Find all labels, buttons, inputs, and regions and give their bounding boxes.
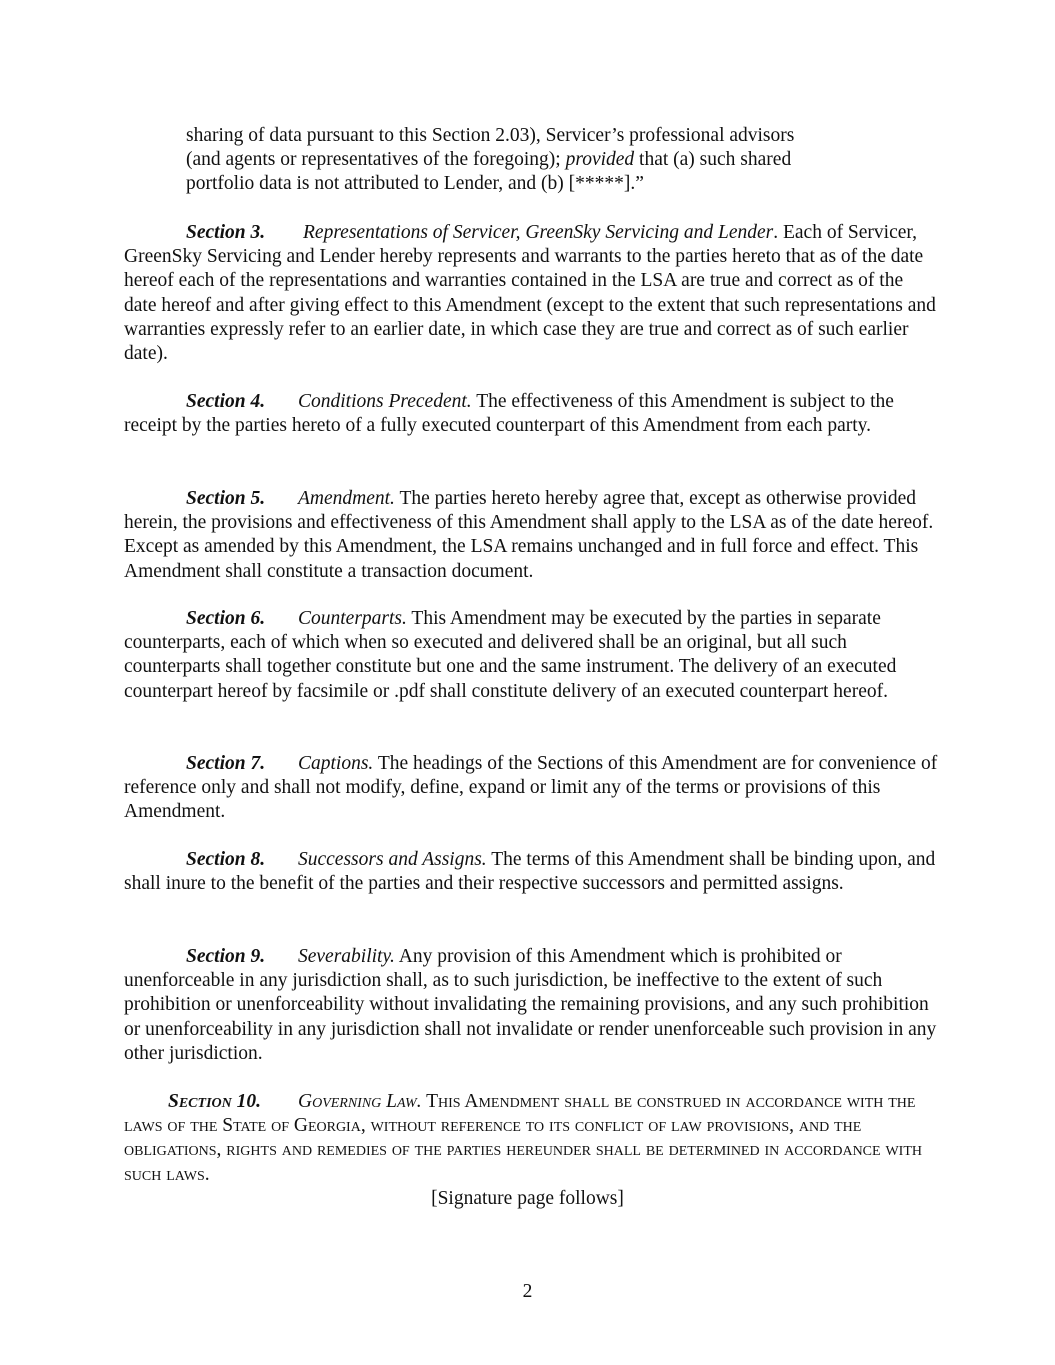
section-5-title: Amendment. <box>298 488 395 509</box>
section-7-number: Section 7. <box>186 753 266 774</box>
section-5-body: The parties hereto hereby agree that, except as otherwise provided herein, the provisions and effectiveness of this Amendment shall apply to the LSA as of the date hereof. Except as amended by this Amendment, the LSA remains unchanged and in full force and effect. This Amendment shall constitute a transaction document. <box>124 488 934 582</box>
section-8-number: Section 8. <box>186 849 266 870</box>
section-4-body: The effectiveness of this Amendment is subject to the receipt by the parties hereto of a fully executed counterpart of this Amendment from each party. <box>124 391 894 437</box>
section-8-title: Successors and Assigns. <box>298 849 487 870</box>
section-5-paragraph <box>124 487 939 584</box>
section-9-number: Section 9. <box>186 946 266 967</box>
carryover-line-3: portfolio data is not attributed to Lender, and (b) [*****].” <box>186 173 644 195</box>
section-6-title: Counterparts. <box>298 608 407 629</box>
section-3-paragraph <box>124 221 939 366</box>
section-8-body: The terms of this Amendment shall be binding upon, and shall inure to the benefit of the parties and their respective successors and permitted assigns. <box>124 849 936 895</box>
page-number: 2 <box>522 1281 533 1302</box>
section-7-paragraph <box>124 752 939 825</box>
section-9-title: Severability. <box>298 946 395 967</box>
section-4-number: Section 4. <box>186 391 266 412</box>
section-9-body: Any provision of this Amendment which is prohibited or unenforceable in any jurisdiction shall, as to such jurisdiction, be ineffective to the extent of such prohibition or unenforceability without invalidating the remaining provisions, and any such prohibition or unenforceability in any jurisdiction shall not invalidate or render unenforceable such provision in any other jurisdiction. <box>124 946 937 1064</box>
section-5-number: Section 5. <box>186 488 266 509</box>
carryover-line-1: sharing of data pursuant to this Section 2.03), Servicer’s professional advisors <box>186 125 795 146</box>
section-6-body: This Amendment may be executed by the parties in separate counterparts, each of which when so executed and delivered shall be an original, but all such counterparts shall together constitute but one and the same instrument. The delivery of an executed counterpart hereof by facsimile or .pdf shall constitute delivery of an executed counterpart hereof. <box>124 608 897 702</box>
section-9-paragraph <box>124 945 939 1066</box>
section-10-paragraph <box>124 1090 939 1187</box>
section-3-body: . Each of Servicer, GreenSky Servicing and Lender hereby represents and warrants to the parties hereto that as of the date hereof each of the representations and warranties contained in the LSA are true and correct as of the date hereof and after giving effect to this Amendment (except to the extent that such representations and warranties expressly refer to an earlier date, in which case they are true and correct as of such earlier date). <box>124 222 936 365</box>
section-8-paragraph <box>124 848 939 896</box>
section-4-paragraph <box>124 390 939 438</box>
carryover-paragraph <box>186 124 846 197</box>
section-4-title: Conditions Precedent. <box>298 391 472 412</box>
section-7-title: Captions. <box>298 753 374 774</box>
section-3-number: Section 3. <box>186 222 266 243</box>
section-3-title: Representations of Servicer, GreenSky Servicing and Lender <box>303 222 774 243</box>
section-6-paragraph <box>124 607 939 704</box>
carryover-line-2: (and agents or representatives of the foregoing); provided that (a) such shared <box>186 149 792 171</box>
section-10-title: Governing Law. <box>298 1091 422 1112</box>
section-6-number: Section 6. <box>186 608 266 629</box>
section-10-number: Section 10. <box>168 1091 261 1112</box>
signature-page-note: [Signature page follows] <box>431 1188 624 1209</box>
section-10-body: This Amendment shall be construed in accordance with the laws of the State of Georgia, without reference to its conflict of law provisions, and the obligations, rights and remedies of the parties hereunder shall be determined in accordance with such laws. <box>124 1091 922 1185</box>
section-7-body: The headings of the Sections of this Amendment are for convenience of reference only and shall not modify, define, expand or limit any of the terms or provisions of this Amendment. <box>124 753 938 823</box>
